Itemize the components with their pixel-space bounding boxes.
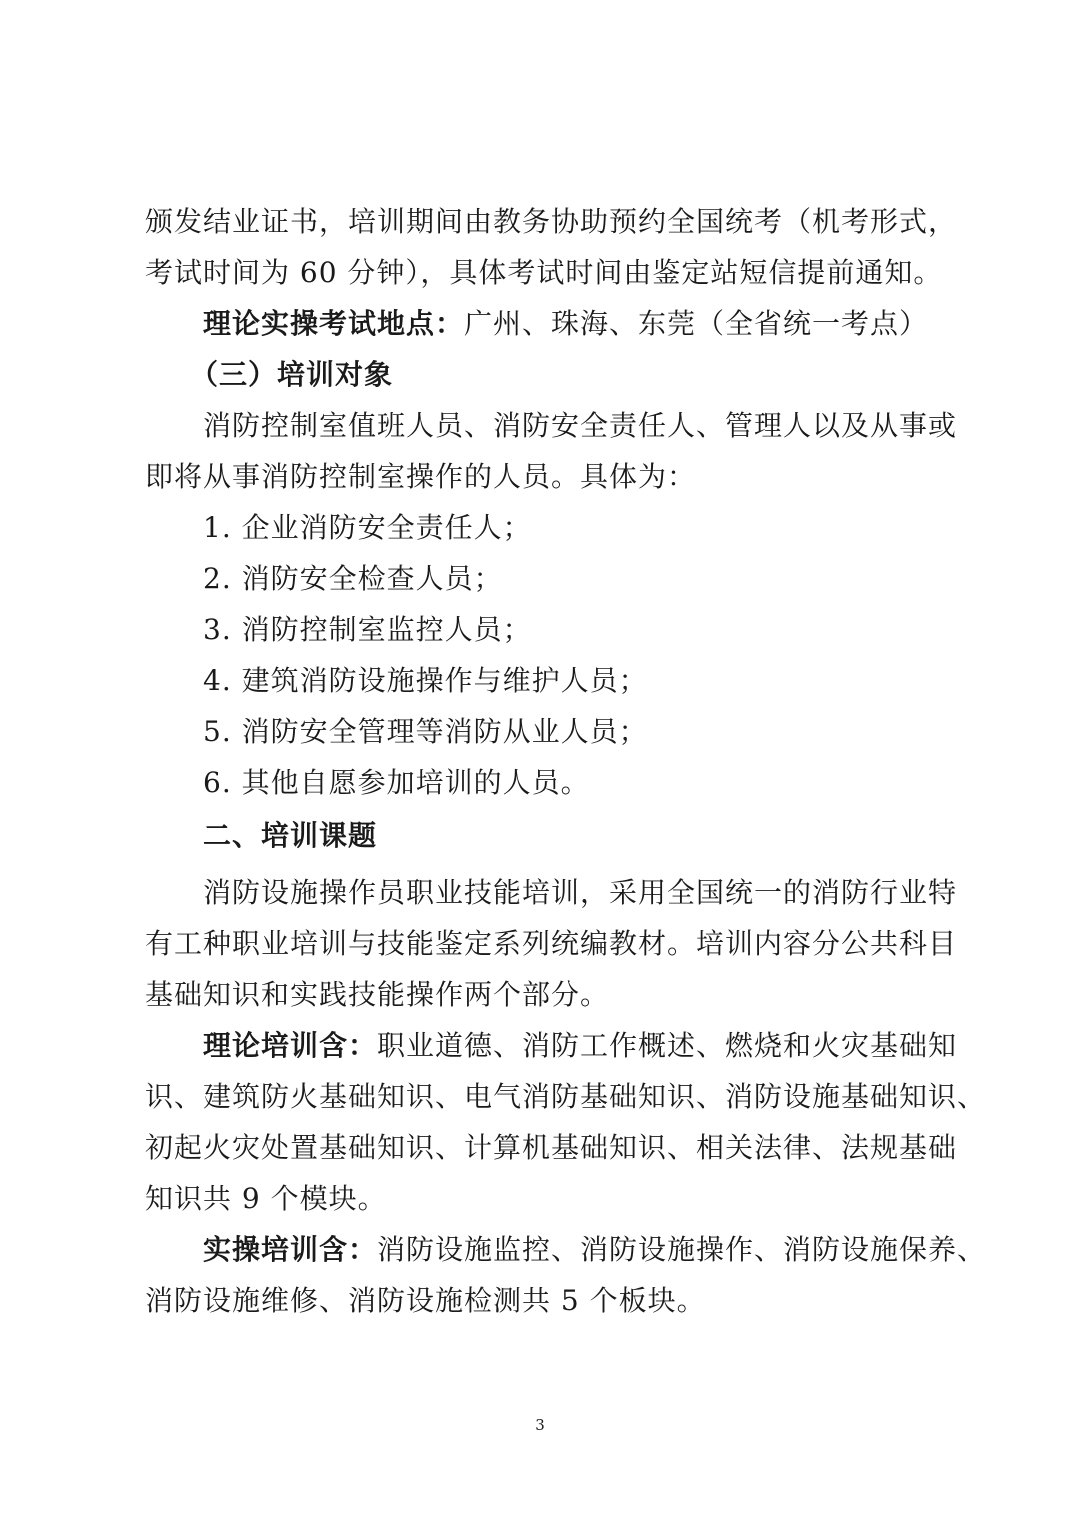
- target-item-3: 3. 消防控制室监控人员；: [203, 613, 532, 646]
- target-item-4: 4. 建筑消防设施操作与维护人员；: [203, 664, 648, 697]
- theory-line-3: 初起火灾处置基础知识、计算机基础知识、相关法律、法规基础: [145, 1131, 958, 1164]
- theory-line-1: [203, 1026, 957, 1066]
- practice-line-1: [203, 1230, 986, 1270]
- topics-heading: 二、培训课题: [203, 819, 378, 852]
- theory-label: 理论培训含：: [203, 1029, 378, 1062]
- exam-location-value: 广州、珠海、东莞（全省统一考点）: [464, 307, 929, 340]
- target-item-2: 2. 消防安全检查人员；: [203, 562, 503, 595]
- exam-location: [203, 304, 928, 344]
- target-item-6: 6. 其他自愿参加培训的人员。: [203, 766, 590, 799]
- practice-label: 实操培训含：: [203, 1233, 378, 1266]
- targets-intro-line-1: 消防控制室值班人员、消防安全责任人、管理人以及从事或: [203, 409, 958, 442]
- theory-line-4: 知识共 9 个模块。: [145, 1182, 387, 1215]
- topics-intro-line-2: 有工种职业培训与技能鉴定系列统编教材。培训内容分公共科目: [145, 927, 958, 960]
- target-item-5: 5. 消防安全管理等消防从业人员；: [203, 715, 648, 748]
- issue-paragraph-line-1: 颁发结业证书，培训期间由教务协助预约全国统考（机考形式，: [145, 205, 958, 238]
- topics-intro-line-3: 基础知识和实践技能操作两个部分。: [145, 978, 610, 1011]
- practice-text-1: 消防设施监控、消防设施操作、消防设施保养、: [377, 1233, 987, 1266]
- target-item-1: 1. 企业消防安全责任人；: [203, 511, 532, 544]
- practice-line-2: 消防设施维修、消防设施检测共 5 个板块。: [145, 1284, 706, 1317]
- theory-line-2: 识、建筑防火基础知识、电气消防基础知识、消防设施基础知识、: [145, 1080, 987, 1113]
- targets-heading: （三）培训对象: [190, 358, 394, 391]
- exam-location-label: 理论实操考试地点：: [203, 307, 465, 340]
- theory-text-1: 职业道德、消防工作概述、燃烧和火灾基础知: [377, 1029, 958, 1062]
- page-number: 3: [535, 1416, 545, 1434]
- topics-intro-line-1: 消防设施操作员职业技能培训，采用全国统一的消防行业特: [203, 876, 958, 909]
- issue-paragraph-line-2: 考试时间为 60 分钟），具体考试时间由鉴定站短信提前通知。: [145, 256, 943, 289]
- targets-intro-line-2: 即将从事消防控制室操作的人员。具体为：: [145, 460, 697, 493]
